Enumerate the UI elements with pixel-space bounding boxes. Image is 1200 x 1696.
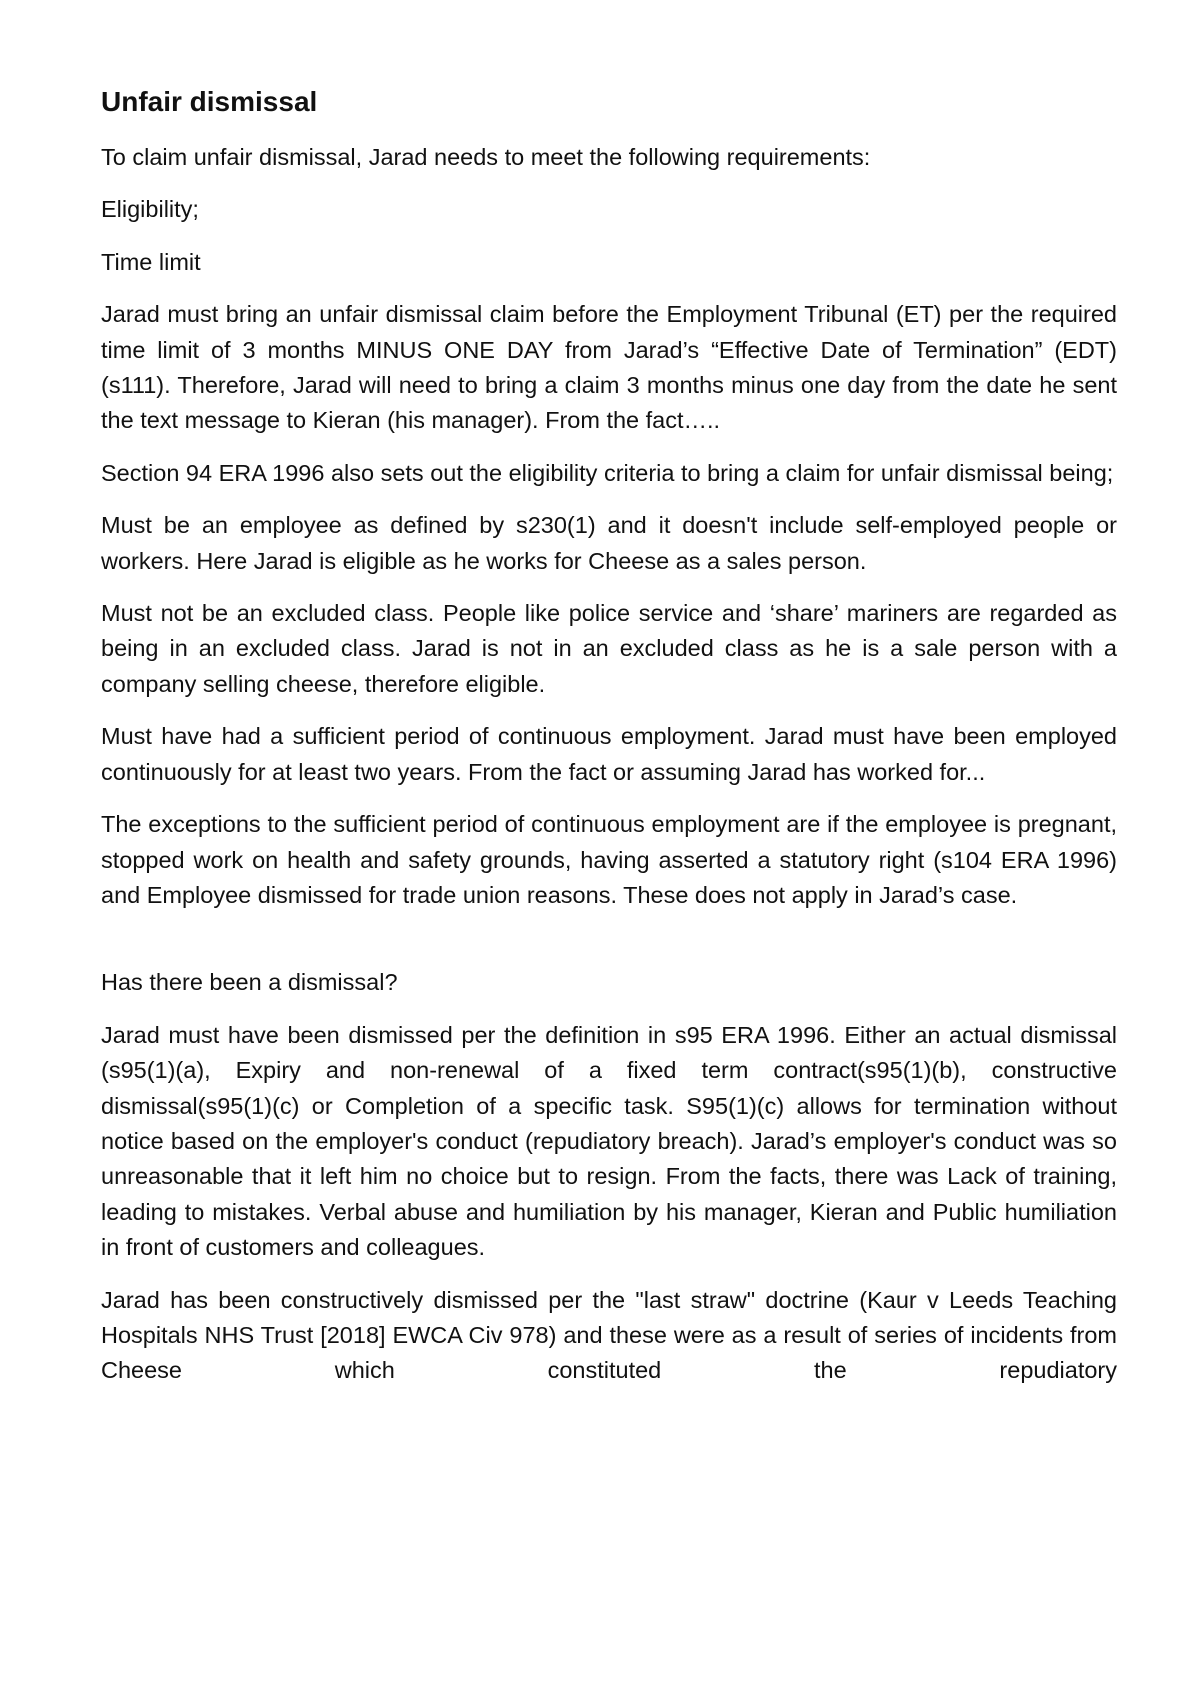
section-94-paragraph: Section 94 ERA 1996 also sets out the eligibility criteria to bring a claim for unfair dismissal being;: [101, 459, 1114, 486]
dismissal-paragraph: Jarad must have been dismissed per the definition in s95 ERA 1996. Either an actual dismissal (s95(1)(a), Expiry and non-renewal of a fixed term contract(s95(1)(b), constructive dismissal(s95(1)(c) or Completion of a specific task. S95(1)(c) allows for termination without notice based on the employer's conduct (repudiatory breach). Jarad’s employer's conduct was so unreasonable that it left him no choice but to resign. From the facts, there was Lack of training, leading to mistakes. Verbal abuse and humiliation by his manager, Kieran and Public humiliation in front of customers and colleagues.: [101, 1021, 1117, 1261]
exceptions-paragraph: The exceptions to the sufficient period of continuous employment are if the employee is pregnant, stopped work on health and safety grounds, having asserted a statutory right (s104 ERA 1996) and Employee dismissed for trade union reasons. These does not apply in Jarad’s case.: [101, 811, 1117, 908]
employee-paragraph: Must be an employee as defined by s230(1) and it doesn't include self-employed people or workers. Here Jarad is eligible as he works for Cheese as a sales person.: [101, 512, 1117, 574]
requirement-time-limit: Time limit: [101, 248, 201, 275]
dismissal-heading: Has there been a dismissal?: [101, 969, 398, 996]
excluded-class-paragraph: Must not be an excluded class. People like police service and ‘share’ mariners are regarded as being in an excluded class. Jarad is not in an excluded class as he is a sale person with a company selling cheese, therefore eligible.: [101, 600, 1117, 697]
continuous-employment-paragraph: Must have had a sufficient period of continuous employment. Jarad must have been employed continuously for at least two years. From the fact or assuming Jarad has worked for...: [101, 723, 1117, 785]
last-straw-paragraph: Jarad has been constructively dismissed per the "last straw" doctrine (Kaur v Leeds Teaching Hospitals NHS Trust [2018] EWCA Civ 978) and these were as a result of series of incidents from Cheese which constituted the repudiatory: [101, 1286, 1117, 1384]
document-title: Unfair dismissal: [101, 86, 318, 117]
requirement-eligibility: Eligibility;: [101, 196, 199, 223]
intro-paragraph: To claim unfair dismissal, Jarad needs to meet the following requirements:: [101, 144, 871, 170]
time-limit-paragraph: Jarad must bring an unfair dismissal claim before the Employment Tribunal (ET) per the required time limit of 3 months MINUS ONE DAY from Jarad’s “Effective Date of Termination” (EDT) (s111). Therefore, Jarad will need to bring a claim 3 months minus one day from the date he sent the text message to Kieran (his manager). From the fact…..: [101, 301, 1117, 434]
document-page: [101, 84, 1117, 1406]
